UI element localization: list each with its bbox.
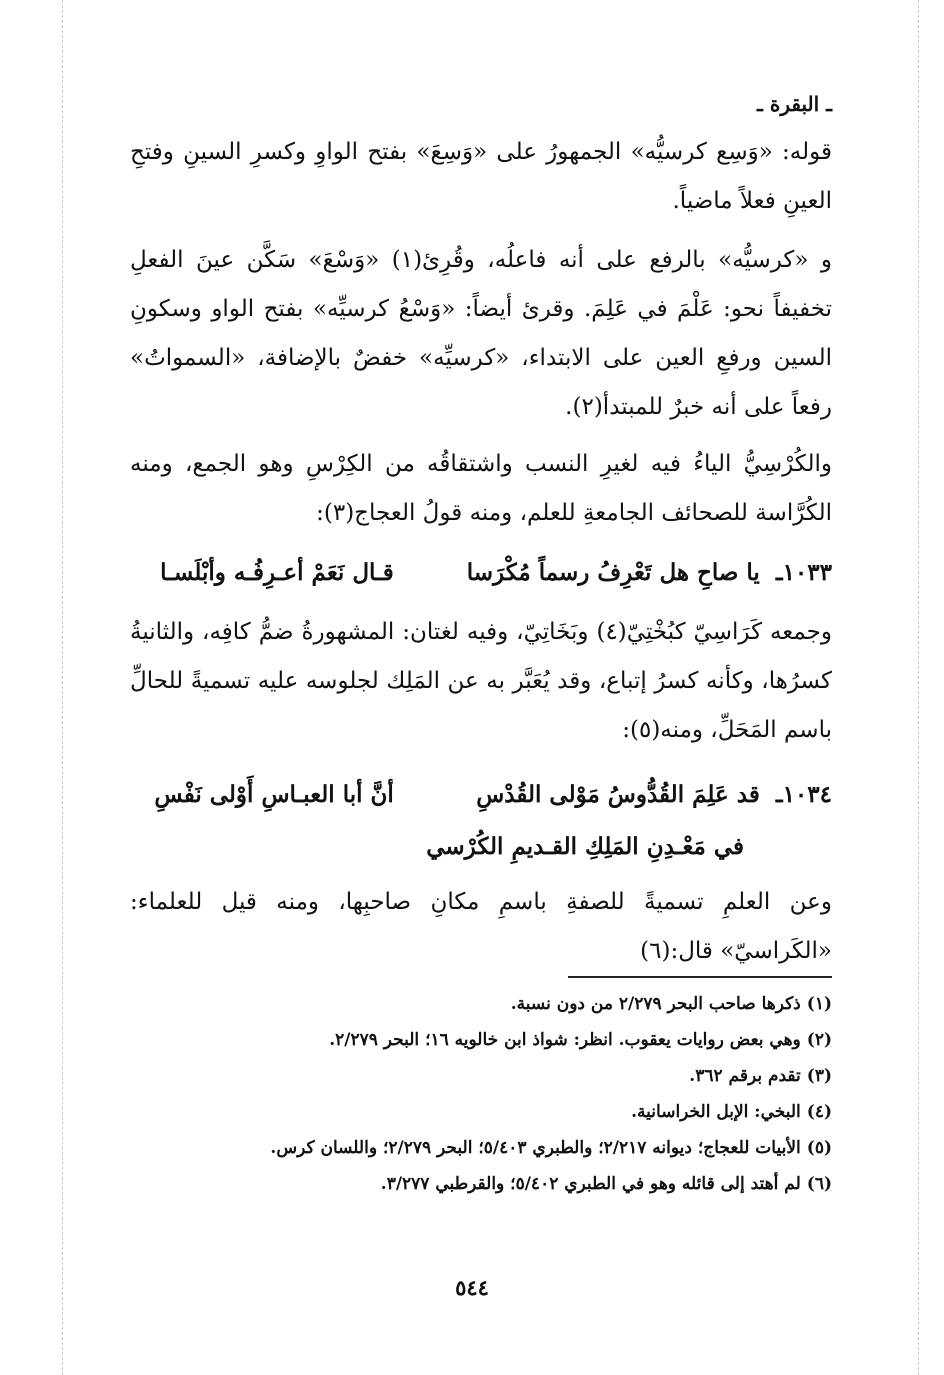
footnote-number: (٥) <box>806 1138 832 1158</box>
paragraph-text: وجمعه كَرَاسِيّ كبُخْتِيّ(٤) وبَخَاتِيّ، وفيه لغتان: المشهورةُ ضمُّ كافِه، والثانيةُ كسرُها، وكأنه كسرُ إتباع، وقد يُعَبَّر به عن المَلِك لجلوسه عليه تسميةً للحالِّ باسم المَحَلِّ، ومنه(٥): <box>130 619 832 743</box>
footnote-number: (١) <box>806 994 832 1014</box>
verse-number: ١٠٣٤ـ <box>775 781 832 808</box>
page-number: ٥٤٤ <box>455 1275 489 1300</box>
verse-hemistich-second: أنَّ أبا العبـاسِ أَوْلى نَفْسِ <box>154 781 394 808</box>
footnotes <box>130 986 832 1202</box>
footnote <box>130 1058 832 1094</box>
scan-edge-right <box>918 0 919 1375</box>
footnote-text: ذكرها صاحب البحر ٢/٢٧٩ من دون نسبة. <box>510 994 801 1014</box>
paragraph-5 <box>130 878 832 976</box>
paragraph-3 <box>130 440 832 538</box>
footnote-text: تقدم برقم ٣٦٢. <box>689 1066 801 1086</box>
footnote-number: (٣) <box>806 1066 832 1086</box>
footnote-text: الأبيات للعجاج؛ ديوانه ٢/٢١٧؛ والطبري ٥/٤٠٣؛ البحر ٢/٢٧٩؛ واللسان كرس. <box>270 1138 801 1158</box>
footnote <box>130 1130 832 1166</box>
verse-hemistich-first: يا صاحِ هل تَعْرِفُ رسماً مُكْرَسا <box>466 559 760 586</box>
footnote-number: (٦) <box>806 1174 832 1194</box>
paragraph-text: وعن العلمِ تسميةً للصفةِ باسمِ مكانِ صاحبِها، ومنه قيل للعلماء: «الكَراسيّ» قال:(٦) <box>130 889 832 964</box>
paragraph-2 <box>130 236 832 432</box>
footnote <box>130 1094 832 1130</box>
poem-verse-1034 <box>130 770 832 819</box>
footnote-text: لم أهتد إلى قائله وهو في الطبري ٥/٤٠٢؛ والقرطبي ٣/٢٧٧. <box>380 1174 801 1194</box>
footnote <box>130 1166 832 1202</box>
footnote <box>130 986 832 1022</box>
poem-verse-1033 <box>130 548 832 597</box>
footnote-number: (٢) <box>806 1030 832 1050</box>
footnote-text: وهي بعض روايات يعقوب. انظر: شواذ ابن خالويه ١٦؛ البحر ٢/٢٧٩. <box>329 1030 801 1050</box>
verse-hemistich-first: قد عَلِمَ القُدُّوسُ مَوْلى القُدْسِ <box>476 781 760 808</box>
paragraph-4 <box>130 608 832 755</box>
verse-number: ١٠٣٣ـ <box>775 559 832 586</box>
running-header: ـ البقرة ـ <box>757 92 832 116</box>
paragraph-text: و «كرسيُّه» بالرفع على أنه فاعلُه، وقُرِئ(١) «وَسْعَ» سَكَّن عينَ الفعلِ تخفيفاً نحو: عَلْمَ في عَلِمَ. وقرئ أيضاً: «وَسْعُ كرسيِّه» بفتح الواو وسكونِ السين ورفعِ العين على الابتداء، «كرسيِّه» خفضٌ بالإضافة، «السمواتُ» رفعاً على أنه خبرٌ للمبتدأ(٢). <box>130 247 833 420</box>
paragraph-1 <box>130 128 832 226</box>
footnote-text: البخي: الإبل الخراسانية. <box>631 1102 801 1122</box>
verse-hemistich-second: قـال نَعَمْ أعـرِفُـه وأبْلَسـا <box>160 559 394 586</box>
footnote-separator <box>568 976 832 978</box>
verse-continuation: في مَعْـدِنِ المَلِكِ القـديمِ الكُرْسي <box>426 833 744 860</box>
footnote-number: (٤) <box>806 1102 832 1122</box>
paragraph-text: والكُرْسِيُّ الياءُ فيه لغيرِ النسب واشتقاقُه من الكِرْسِ وهو الجمع، ومنه الكُرَّاسة للصحائف الجامعةِ للعلم، ومنه قولُ العجاج(٣): <box>130 451 832 526</box>
scan-edge-left <box>62 0 63 1375</box>
footnote <box>130 1022 832 1058</box>
paragraph-text: قوله: «وَسِع كرسيُّه» الجمهورُ على «وَسِعَ» بفتح الواوِ وكسرِ السينِ وفتحِ العينِ فعلاً ماضياً. <box>130 139 832 214</box>
